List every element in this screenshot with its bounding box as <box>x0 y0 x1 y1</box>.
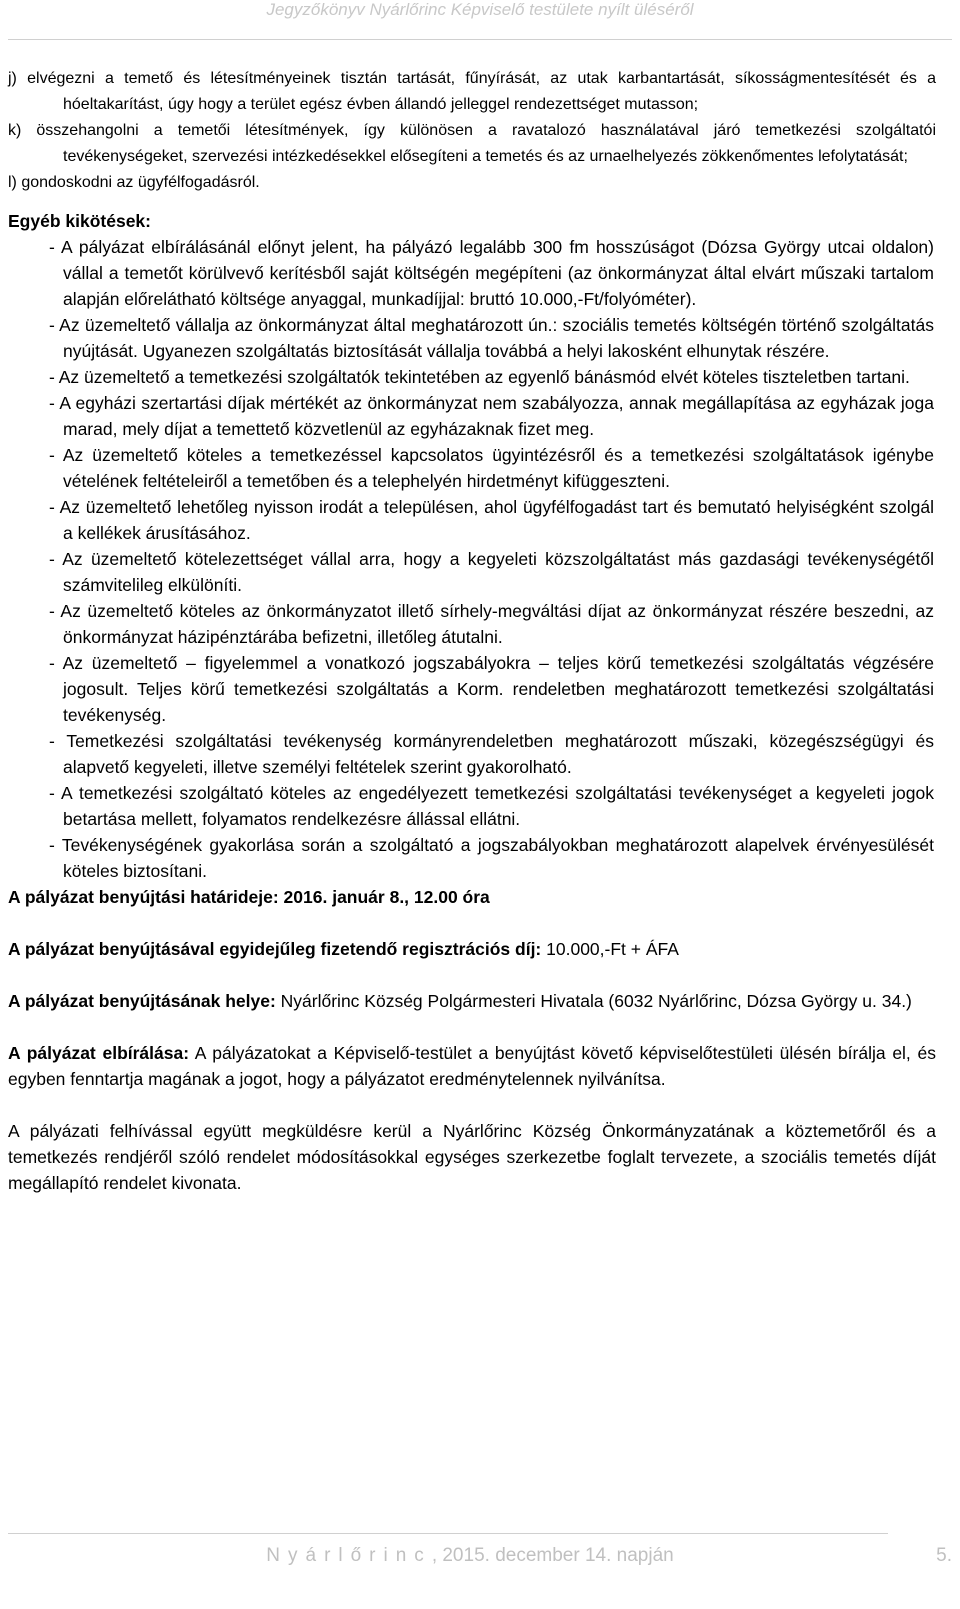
condition-item: - Tevékenységének gyakorlása során a szolgáltató a jogszabályokban meghatározott alapelvek érvényesülését köteles biztosítani. <box>49 835 934 881</box>
footer-date: , 2015. december 14. napján <box>431 1545 674 1566</box>
list-item-k: k) összehangolni a temetői létesítmények, így különösen a ravatalozó használatával járó temetkezési szolgáltatói tevékenységeket, szervezési intézkedésekkel elősegíteni a temetés és az urnaelhelyezés zökkenőmentes lefolytatását; <box>8 122 936 165</box>
condition-item: - Az üzemeltető köteles az önkormányzatot illető sírhely-megváltási díjat az önkormányzat részére beszedni, az önkormányzat házipénztárába befizetni, illetőleg átutalni. <box>49 601 934 647</box>
condition-item: - A egyházi szertartási díjak mértékét az önkormányzat nem szabályozza, annak megállapítása az egyházak joga marad, mely díjat a temettető közvetlenül az egyházaknak fizet meg. <box>49 393 934 439</box>
closing-paragraph: A pályázati felhívással együtt megküldésre kerül a Nyárlőrinc Község Önkormányzatának a köztemetőről és a temetkezés rendjéről szóló rendelet módosításokkal egységes szerkezetbe foglalt tervezete, a szociális temetés díját megállapító rendelet kivonata. <box>8 1121 936 1193</box>
fee-label: A pályázat benyújtásával egyidejűleg fizetendő regisztrációs díj: <box>8 939 542 959</box>
evaluation-value: A pályázatokat a Képviselő-testület a benyújtást követő képviselőtestületi ülésén bírálja el, és egyben fenntartja magának a jogot, hogy a pályázatot eredménytelennek nyilvánítsa. <box>8 1043 936 1089</box>
evaluation-label: A pályázat elbírálása: <box>8 1043 190 1063</box>
location-label: A pályázat benyújtásának helye: <box>8 991 276 1011</box>
fee-value: 10.000,-Ft + ÁFA <box>541 939 679 959</box>
evaluation-paragraph <box>8 1040 936 1092</box>
condition-item: - Temetkezési szolgáltatási tevékenység kormányrendeletben meghatározott műszaki, közegészségügyi és alapvető kegyeleti, illetve személyi feltételek szerint gyakorolható. <box>49 731 934 777</box>
condition-item: - Az üzemeltető köteles a temetkezéssel kapcsolatos ügyintézésről és a temetkezési szolgáltatások igénybe vételének feltételeiről a temetőben és a telephelyén hirdetményt kifüggeszteni. <box>49 445 934 491</box>
location-value: Nyárlőrinc Község Polgármesteri Hivatala (6032 Nyárlőrinc, Dózsa György u. 34.) <box>275 991 912 1011</box>
conditions-heading: Egyéb kikötések: <box>8 211 151 231</box>
footer-divider <box>8 1533 888 1534</box>
location-paragraph <box>8 988 936 1014</box>
footer-place-date <box>0 1545 940 1567</box>
list-item-j: j) elvégezni a temető és létesítményeinek tisztán tartását, fűnyírását, az utak karbantartását, síkosságmentesítését és a hóeltakarítást, úgy hogy a terület egész évben állandó jelleggel rendezettséget mutasson; <box>8 70 936 113</box>
condition-item: - Az üzemeltető kötelezettséget vállal arra, hogy a kegyeleti közszolgáltatást más gazdasági tevékenységétől számvitelileg elkülöníti. <box>49 549 934 595</box>
page-number: 5. <box>936 1545 952 1566</box>
document-body <box>8 66 936 1196</box>
fee-line <box>8 936 936 962</box>
header-divider <box>8 39 952 40</box>
condition-item: - Az üzemeltető – figyelemmel a vonatkozó jogszabályokra – teljes körű temetkezési szolgáltatás végzésére jogosult. Teljes körű temetkezési szolgáltatás a Korm. rendeletben meghatározott temetkezési szolgáltatási tevékenység. <box>49 653 934 725</box>
condition-item: - A pályázat elbírálásánál előnyt jelent, ha pályázó legalább 300 fm hosszúságot (Dózsa György utcai oldalon) vállal a temetőt körülvevő kerítésből saját költségén megépíteni (az önkormányzat által elvárt műszaki tartalom alapján előrelátható költsége anyaggal, munkadíjjal: bruttó 10.000,-Ft/folyóméter). <box>49 237 934 309</box>
deadline-line: A pályázat benyújtási határideje: 2016. január 8., 12.00 óra <box>8 887 490 907</box>
footer-place: Nyárlőrinc <box>266 1545 432 1566</box>
list-item-l: l) gondoskodni az ügyfélfogadásról. <box>8 174 260 191</box>
condition-item: - A temetkezési szolgáltató köteles az engedélyezett temetkezési szolgáltatási tevékenységet a kegyeleti jogok betartása mellett, folyamatos rendelkezésre állással ellátni. <box>49 783 934 829</box>
condition-item: - Az üzemeltető a temetkezési szolgáltatók tekintetében az egyenlő bánásmód elvét köteles tiszteletben tartani. <box>49 367 910 387</box>
page-header-title: Jegyzőkönyv Nyárlőrinc Képviselő testülete nyílt üléséről <box>266 0 694 19</box>
condition-item: - Az üzemeltető lehetőleg nyisson irodát a településen, ahol ügyfélfogadást tart és bemutató helyiségként szolgál a kellékek árusításához. <box>49 497 934 543</box>
condition-item: - Az üzemeltető vállalja az önkormányzat által meghatározott ún.: szociális temetés költségén történő szolgáltatás nyújtását. Ugyanezen szolgáltatás biztosítását vállalja továbbá a helyi lakosként elhunytak részére. <box>49 315 934 361</box>
